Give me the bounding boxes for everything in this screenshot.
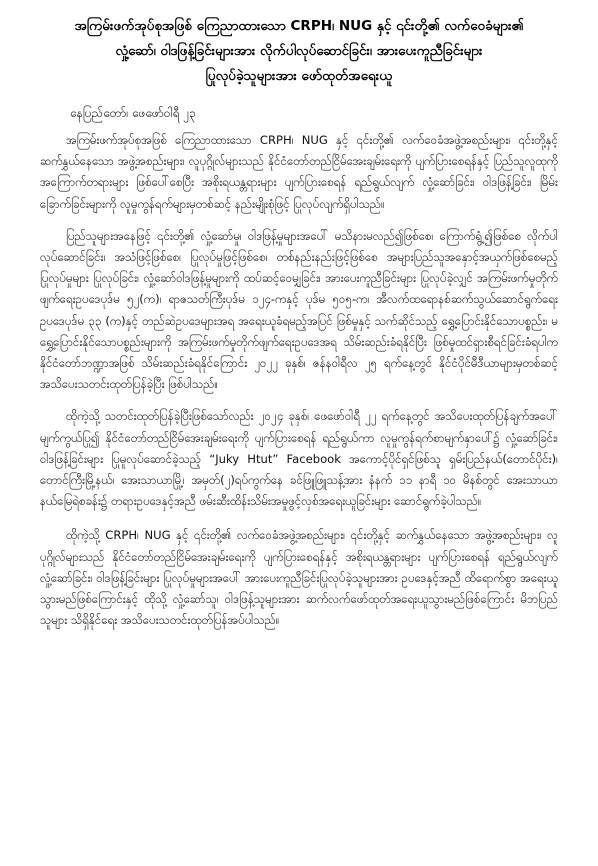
dateline: နေပြည်တော်၊ ဖေဖော်ဝါရီ ၂၃ xyxy=(70,106,196,120)
body-paragraph: ထိုကဲ့သို့ CRPH၊ NUG နှင့် ၎င်းတို့၏ လက်ဝေခံအဖွဲ့အစည်းများ၊ ၎င်းတို့နှင့် ဆက်နွှယ်နေသော အဖွဲ့အစည်းများ၊ လူပုဂ္ဂိုလ်များသည် နိုင်ငံတော်တည်ငြိမ်အေးချမ်းရေးကို ပျက်ပြားစေရန်နှင့် အစိုးရယန္တရားများ ပျက်ပြားစေရန် ရည်ရွယ်လျက် လှုံ့ဆော်ခြင်း၊ ဝါဒဖြန့်ခြင်းများ ပြုလုပ်မှုများအပေါ် အားပေးကူညီခြင်းပြုလုပ်ခဲ့သူများအား ဥပဒေနှင့်အညီ ထိရောက်စွာ အရေးယူသွားမည်ဖြစ်ကြောင်းနှင့် ထိုသို့ လှုံ့ဆော်သူ၊ ဝါဒဖြန့်သူများအား ဆက်လက်ဖော်ထုတ်အရေးယူသွားမည်ဖြစ်ကြောင်း မိဘပြည်သူများ သိရှိနိုင်ရေး အသိပေးသတင်းထုတ်ပြန်အပ်ပါသည်။ xyxy=(40,528,558,628)
body-paragraph: ထိုကဲ့သို့ သတင်းထုတ်ပြန်ခဲ့ပြီးဖြစ်သော်လည်း ၂၀၂၄ ခုနှစ်၊ ဖေဖော်ဝါရီ ၂၂ ရက်နေ့တွင် အသိပေးထုတ်ပြန်ချက်အပေါ် မျက်ကွယ်ပြု၍ နိုင်ငံတော်တည်ငြိမ်အေးချမ်းရေးကို ပျက်ပြားစေရန် ရည်ရွယ်ကာ လူမှုကွန်ရက်စာမျက်နှာပေါ်၌ လှုံ့ဆော်ခြင်း၊ ဝါဒဖြန့်ခြင်းများ ပြုမူလုပ်ဆောင်ခဲ့သည့် “Juky Htut” Facebook အကောင့်ပိုင်ရှင်ဖြစ်သူ ရှမ်းပြည်နယ်(တောင်ပိုင်း)၊ တောင်ကြီးမြို့နယ်၊ အေးသာယာမြို့၊ အမှတ်(၂)ရပ်ကွက်နေ ခင်ဖြူဖြူသန့်အား နံနက် ၁၁ နာရီ ၁၀ မိနစ်တွင် အေးသာယာနယ်မြေရဲစခန်း၌ တရားဥပဒေနှင့်အညီ ဖမ်းဆီးထိန်းသိမ်းအမှုဖွင့်လှစ်အရေးယူခြင်းများ ဆောင်ရွက်ခဲ့ပါသည်။ xyxy=(40,409,558,509)
body-paragraph: ပြည်သူများအနေဖြင့် ၎င်းတို့၏ လှုံ့ဆော်မှု၊ ဝါဒဖြန့်မှုများအပေါ် မသိနားမလည်၍ဖြစ်စေ၊ ကြောက်ရွံ့၍ဖြစ်စေ လိုက်ပါလုပ်ဆောင်ခြင်း၊ အသံဖြင့်ဖြစ်စေ၊ ပြုလုပ်မှုဖြင့်ဖြစ်စေ၊ တစ်နည်းနည်းဖြင့်ဖြစ်စေ အများပြည်သူအနှောင့်အယှက်ဖြစ်စေမည့် ပြုလုပ်မှုများ ပြုလုပ်ခြင်း၊ လှုံ့ဆော်ဝါဒဖြန့်မှုများကို ထပ်ဆင့်ဝေမျှခြင်း၊ အားပေးကူညီခြင်းများ ပြုလုပ်ခဲ့လျှင် အကြမ်းဖက်မှုတိုက်ဖျက်ရေးဥပဒေပုဒ်မ ၅၂(က)၊ ရာဇသတ်ကြီးပုဒ်မ ၁၂၄-ကနှင့် ပုဒ်မ ၅၀၅-က၊ အီလက်ထရောနစ်ဆက်သွယ်ဆောင်ရွက်ရေးဥပဒေပုဒ်မ ၃၃ (က)နှင့် တည်ဆဲဥပဒေများအရ အရေးယူခံရမည့်အပြင် ဖြစ်မှုနှင့် သက်ဆိုင်သည့် ရွှေ့ပြောင်းနိုင်သောပစ္စည်း၊ မရွှေ့ပြောင်းနိုင်သောပစ္စည်းများကို အကြမ်းဖက်မှုတိုက်ဖျက်ရေးဥပဒေအရ သိမ်းဆည်းခံရနိုင်ပြီး ဖြစ်မှုထင်ရှားစီရင်ခြင်းခံရပါက နိုင်ငံတော်ဘဏ္ဍာအဖြစ် သိမ်းဆည်းခံရနိုင်ကြောင်း ၂၀၂၂ ခုနှစ်၊ ဇန်နဝါရီလ ၂၅ ရက်နေ့တွင် နိုင်ငံပိုင်မီဒီယာများမှတစ်ဆင့် အသိပေးသတင်းထုတ်ပြန်ခဲ့ပြီး ဖြစ်ပါသည်။ xyxy=(40,228,558,392)
headline-line: အကြမ်းဖက်အုပ်စုအဖြစ် ကြေညာထားသော CRPH၊ NUG နှင့် ၎င်းတို့၏ လက်ဝေခံများ၏ xyxy=(74,18,524,34)
body-paragraph: အကြမ်းဖက်အုပ်စုအဖြစ် ကြေညာထားသော CRPH၊ NUG နှင့် ၎င်းတို့၏ လက်ဝေခံအဖွဲ့အစည်းများ၊ ၎င်းတို့နှင့် ဆက်နွှယ်နေသော အဖွဲ့အစည်းများ၊ လူပုဂ္ဂိုလ်များသည် နိုင်ငံတော်တည်ငြိမ်အေးချမ်းရေးကို ပျက်ပြားစေရန်နှင့် ပြည်သူလူထုကို အကြောက်တရားများ ဖြစ်ပေါ်စေပြီး အစိုးရယန္တရားများ ပျက်ပြားစေရန် ရည်ရွယ်လျက် လှုံ့ဆော်ခြင်း၊ ဝါဒဖြန့်ခြင်း၊ မြိမ်းခြောက်ခြင်းများကို လူမှုကွန်ရက်များမှတစ်ဆင့် နည်းမျိုးစုံဖြင့် ပြုလုပ်လျက်ရှိပါသည်။ xyxy=(40,133,558,211)
headline xyxy=(40,14,558,89)
headline-line: ပြုလုပ်ခဲ့သူများအား ဖော်ထုတ်အရေးယူ xyxy=(205,68,393,84)
headline-line: လှုံ့ဆော်၊ ဝါဒဖြန့်ခြင်းများအား လိုက်ပါလုပ်ဆောင်ခြင်း၊ အားပေးကူညီခြင်းများ xyxy=(115,43,483,59)
